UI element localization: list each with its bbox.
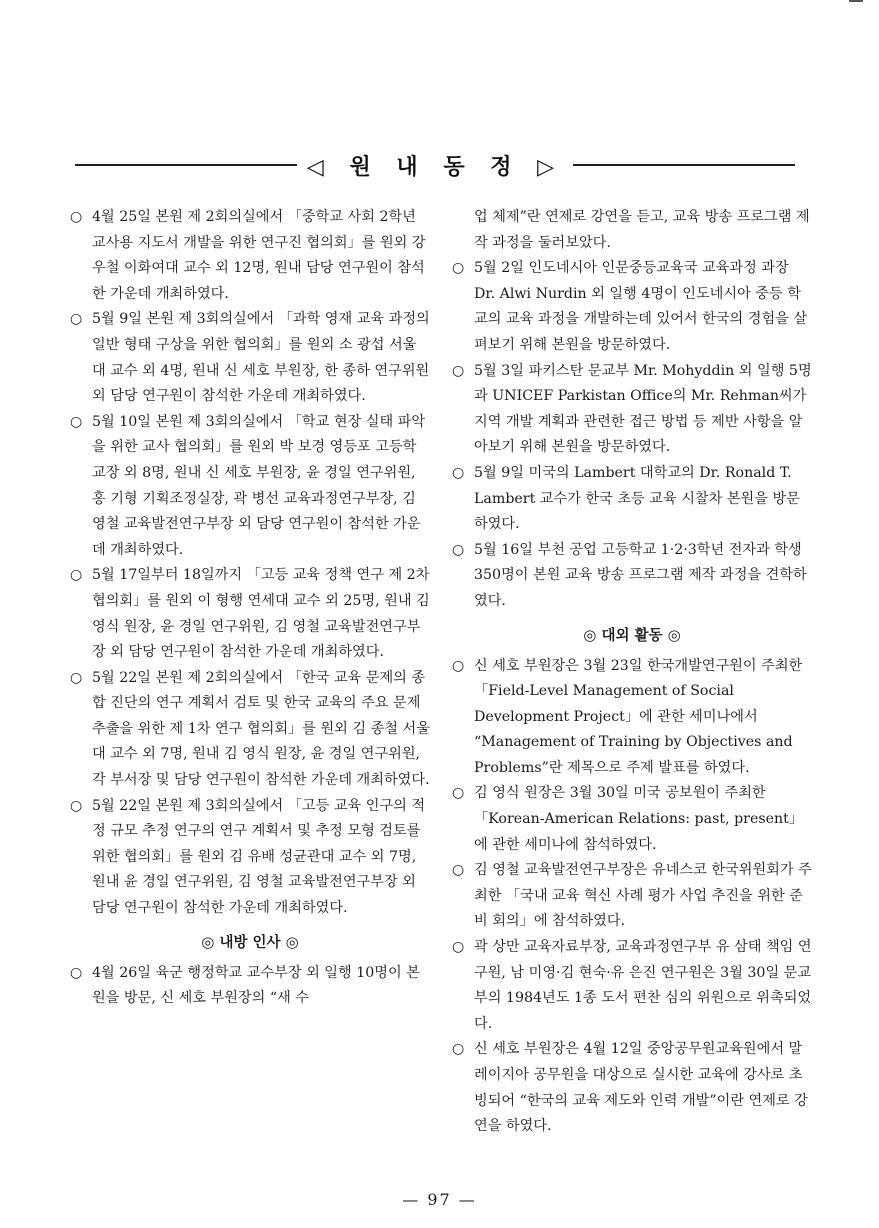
news-item-text: 5월 16일 부천 공업 고등학교 1·2·3학년 전자과 학생 350명이 본원 교육 방송 프로그램 제작 과정을 견학하였다. (474, 541, 807, 609)
section-heading-external (452, 621, 812, 650)
news-item (452, 538, 812, 615)
circle-bullet-icon: ○ (70, 567, 83, 584)
circle-bullet-icon: ○ (452, 785, 465, 802)
section-title: 내방 인사 (219, 934, 281, 951)
news-item-text: 5월 17일부터 18일까지 「고등 교육 정책 연구 제 2차 협의회」를 원외 이 형행 연세대 교수 외 25명, 원내 김 영식 원장, 윤 경일 연구위원, 김 영철 교육발전연구부장 외 담당 연구원이 참석한 가운데 개최하였다. (92, 567, 430, 661)
circle-bullet-icon: ○ (70, 669, 83, 686)
news-item (70, 307, 430, 409)
double-circle-icon: ◎ (285, 932, 299, 951)
news-item (452, 461, 812, 538)
circle-bullet-icon: ○ (70, 797, 83, 814)
news-item (452, 858, 812, 935)
news-item (452, 935, 812, 1037)
circle-bullet-icon: ○ (452, 657, 465, 674)
circle-bullet-icon: ○ (452, 1041, 465, 1058)
circle-bullet-icon: ○ (452, 862, 465, 879)
news-item (452, 256, 812, 358)
news-item (70, 563, 430, 665)
news-item-text: 곽 상만 교육자료부장, 교육과정연구부 유 삼태 책임 연구원, 남 미영·김 현숙·유 은진 연구원은 3월 30일 문교부의 1984년도 1종 도서 편찬 심의 위원으로 위촉되었다. (474, 939, 812, 1032)
scan-corner-mark (849, 0, 863, 2)
circle-bullet-icon: ○ (452, 260, 465, 277)
news-item-text: 김 영식 원장은 3월 30일 미국 공보원이 주최한 「Korean-American Relations: past, present」에 관한 세미나에 참석하였다. (474, 785, 804, 853)
section-title: 대외 활동 (601, 627, 663, 644)
news-item-text: 신 세호 부원장은 3월 23일 한국개발연구원이 주최한 「Field-Level Management of Social Development Project」에 관한 세미나에서 “Management of Training by Objectives and Problems”란 제목으로 주제 발표를 하였다. (474, 657, 803, 776)
news-item (70, 794, 430, 922)
news-item-text: 5월 3일 파키스탄 문교부 Mr. Mohyddin 외 일행 5명과 UNICEF Parkistan Office의 Mr. Rehman씨가 지역 개발 계획과 관련한 접근 방법 등 제반 사항을 알아보기 위해 본원을 방문하였다. (474, 362, 812, 456)
news-item-text: 4월 26일 육군 행정학교 교수부장 외 일행 10명이 본원을 방문, 신 세호 부원장의 “새 수 (92, 964, 420, 1007)
continued-text: 업 체제”란 연제로 강연을 듣고, 교육 방송 프로그램 제작 과정을 둘러보았다. (474, 209, 810, 251)
circle-bullet-icon: ○ (70, 209, 83, 225)
news-item (70, 666, 430, 794)
news-item-text: 4월 25일 본원 제 2회의실에서 「중학교 사회 2학년 교사용 지도서 개발을 위한 연구진 협의회」를 원외 강 우철 이화여대 교수 외 12명, 원내 담당 연구원이 참석한 가운데 개최하였다. (92, 209, 426, 302)
page-number: — 97 — (402, 1190, 477, 1209)
circle-bullet-icon: ○ (452, 362, 465, 379)
news-item-text: 5월 10일 본원 제 3회의실에서 「학교 현장 실태 파악을 위한 교사 협의회」를 원외 박 보경 영등포 고등학교장 외 8명, 원내 신 세호 부원장, 윤 경일 연구위원, 홍 기형 기획조정실장, 곽 병선 교육과정연구부장, 김 영철 교육발전연구부장 외 담당 연구원이 참석한 가운데 개최하였다. (92, 413, 426, 558)
news-item (70, 410, 430, 564)
double-circle-icon: ◎ (667, 625, 681, 644)
news-item-text: 5월 22일 본원 제 3회의실에서 「고등 교육 인구의 적정 규모 추정 연구의 연구 계획서 및 추정 모형 검토를 위한 협의회」를 원외 김 유배 성균관대 교수 외 7명, 원내 윤 경일 연구위원, 김 영철 교육발전연구부장 외 담당 연구원이 참석한 가운데 개최하였다. (92, 797, 426, 917)
circle-bullet-icon: ○ (452, 464, 465, 481)
page-header (75, 150, 795, 180)
news-item-text: 5월 2일 인도네시아 인문중등교육국 교육과정 과장 Dr. Alwi Nurdin 외 일행 4명이 인도네시아 중등 학교의 교육 과정을 개발하는데 있어서 한국의 경험을 살펴보기 위해 본원을 방문하였다. (474, 260, 808, 353)
news-item (70, 961, 430, 1012)
circle-bullet-icon: ○ (452, 939, 465, 956)
news-item-text: 5월 9일 미국의 Lambert 대학교의 Dr. Ronald T. Lambert 교수가 한국 초등 교육 시찰차 본원을 방문하였다. (474, 464, 800, 533)
section-heading-visitors (70, 928, 430, 957)
news-item (452, 359, 812, 461)
header-title: ◁ 원 내 동 정 ▷ (306, 154, 564, 180)
news-item-text: 5월 22일 본원 제 2회의실에서 「한국 교육 문제의 종합 진단의 연구 계획서 검토 및 한국 교육의 주요 문제 추출을 위한 제 1차 연구 협의회」를 원외 김 종철 서울대 교수 외 7명, 원내 김 영식 원장, 윤 경일 연구위원, 각 부서장 및 담당 연구원이 참석한 가운데 개최하였다. (92, 669, 430, 789)
double-circle-icon: ◎ (583, 625, 597, 644)
right-column (452, 205, 812, 1140)
news-item (452, 654, 812, 782)
news-item-text: 김 영철 교육발전연구부장은 유네스코 한국위원회가 주최한 「국내 교육 혁신 사례 평가 사업 추진을 위한 준비 회의」에 참석하였다. (474, 862, 812, 930)
header-rule-right (573, 164, 795, 166)
circle-bullet-icon: ○ (70, 964, 83, 981)
circle-bullet-icon: ○ (70, 311, 83, 328)
double-circle-icon: ◎ (201, 932, 215, 951)
circle-bullet-icon: ○ (452, 541, 465, 558)
news-item (452, 781, 812, 858)
header-rule-left (75, 164, 297, 166)
news-item (70, 205, 430, 307)
left-column (70, 205, 430, 1012)
circle-bullet-icon: ○ (70, 413, 83, 430)
news-item-text: 5월 9일 본원 제 3회의실에서 「과학 영재 교육 과정의 일반 형태 구상을 위한 협의회」를 원외 소 광섭 서울대 교수 외 4명, 원내 신 세호 부원장, 한 종하 연구위원 외 담당 연구원이 참석한 가운데 개최하였다. (92, 311, 430, 405)
news-item-text: 신 세호 부원장은 4월 12일 중앙공무원교육원에서 말레이지아 공무원을 대상으로 실시한 교육에 강사로 초빙되어 “한국의 교육 제도와 인력 개발”이란 연제로 강연을 하였다. (474, 1041, 808, 1135)
news-item (452, 1037, 812, 1139)
